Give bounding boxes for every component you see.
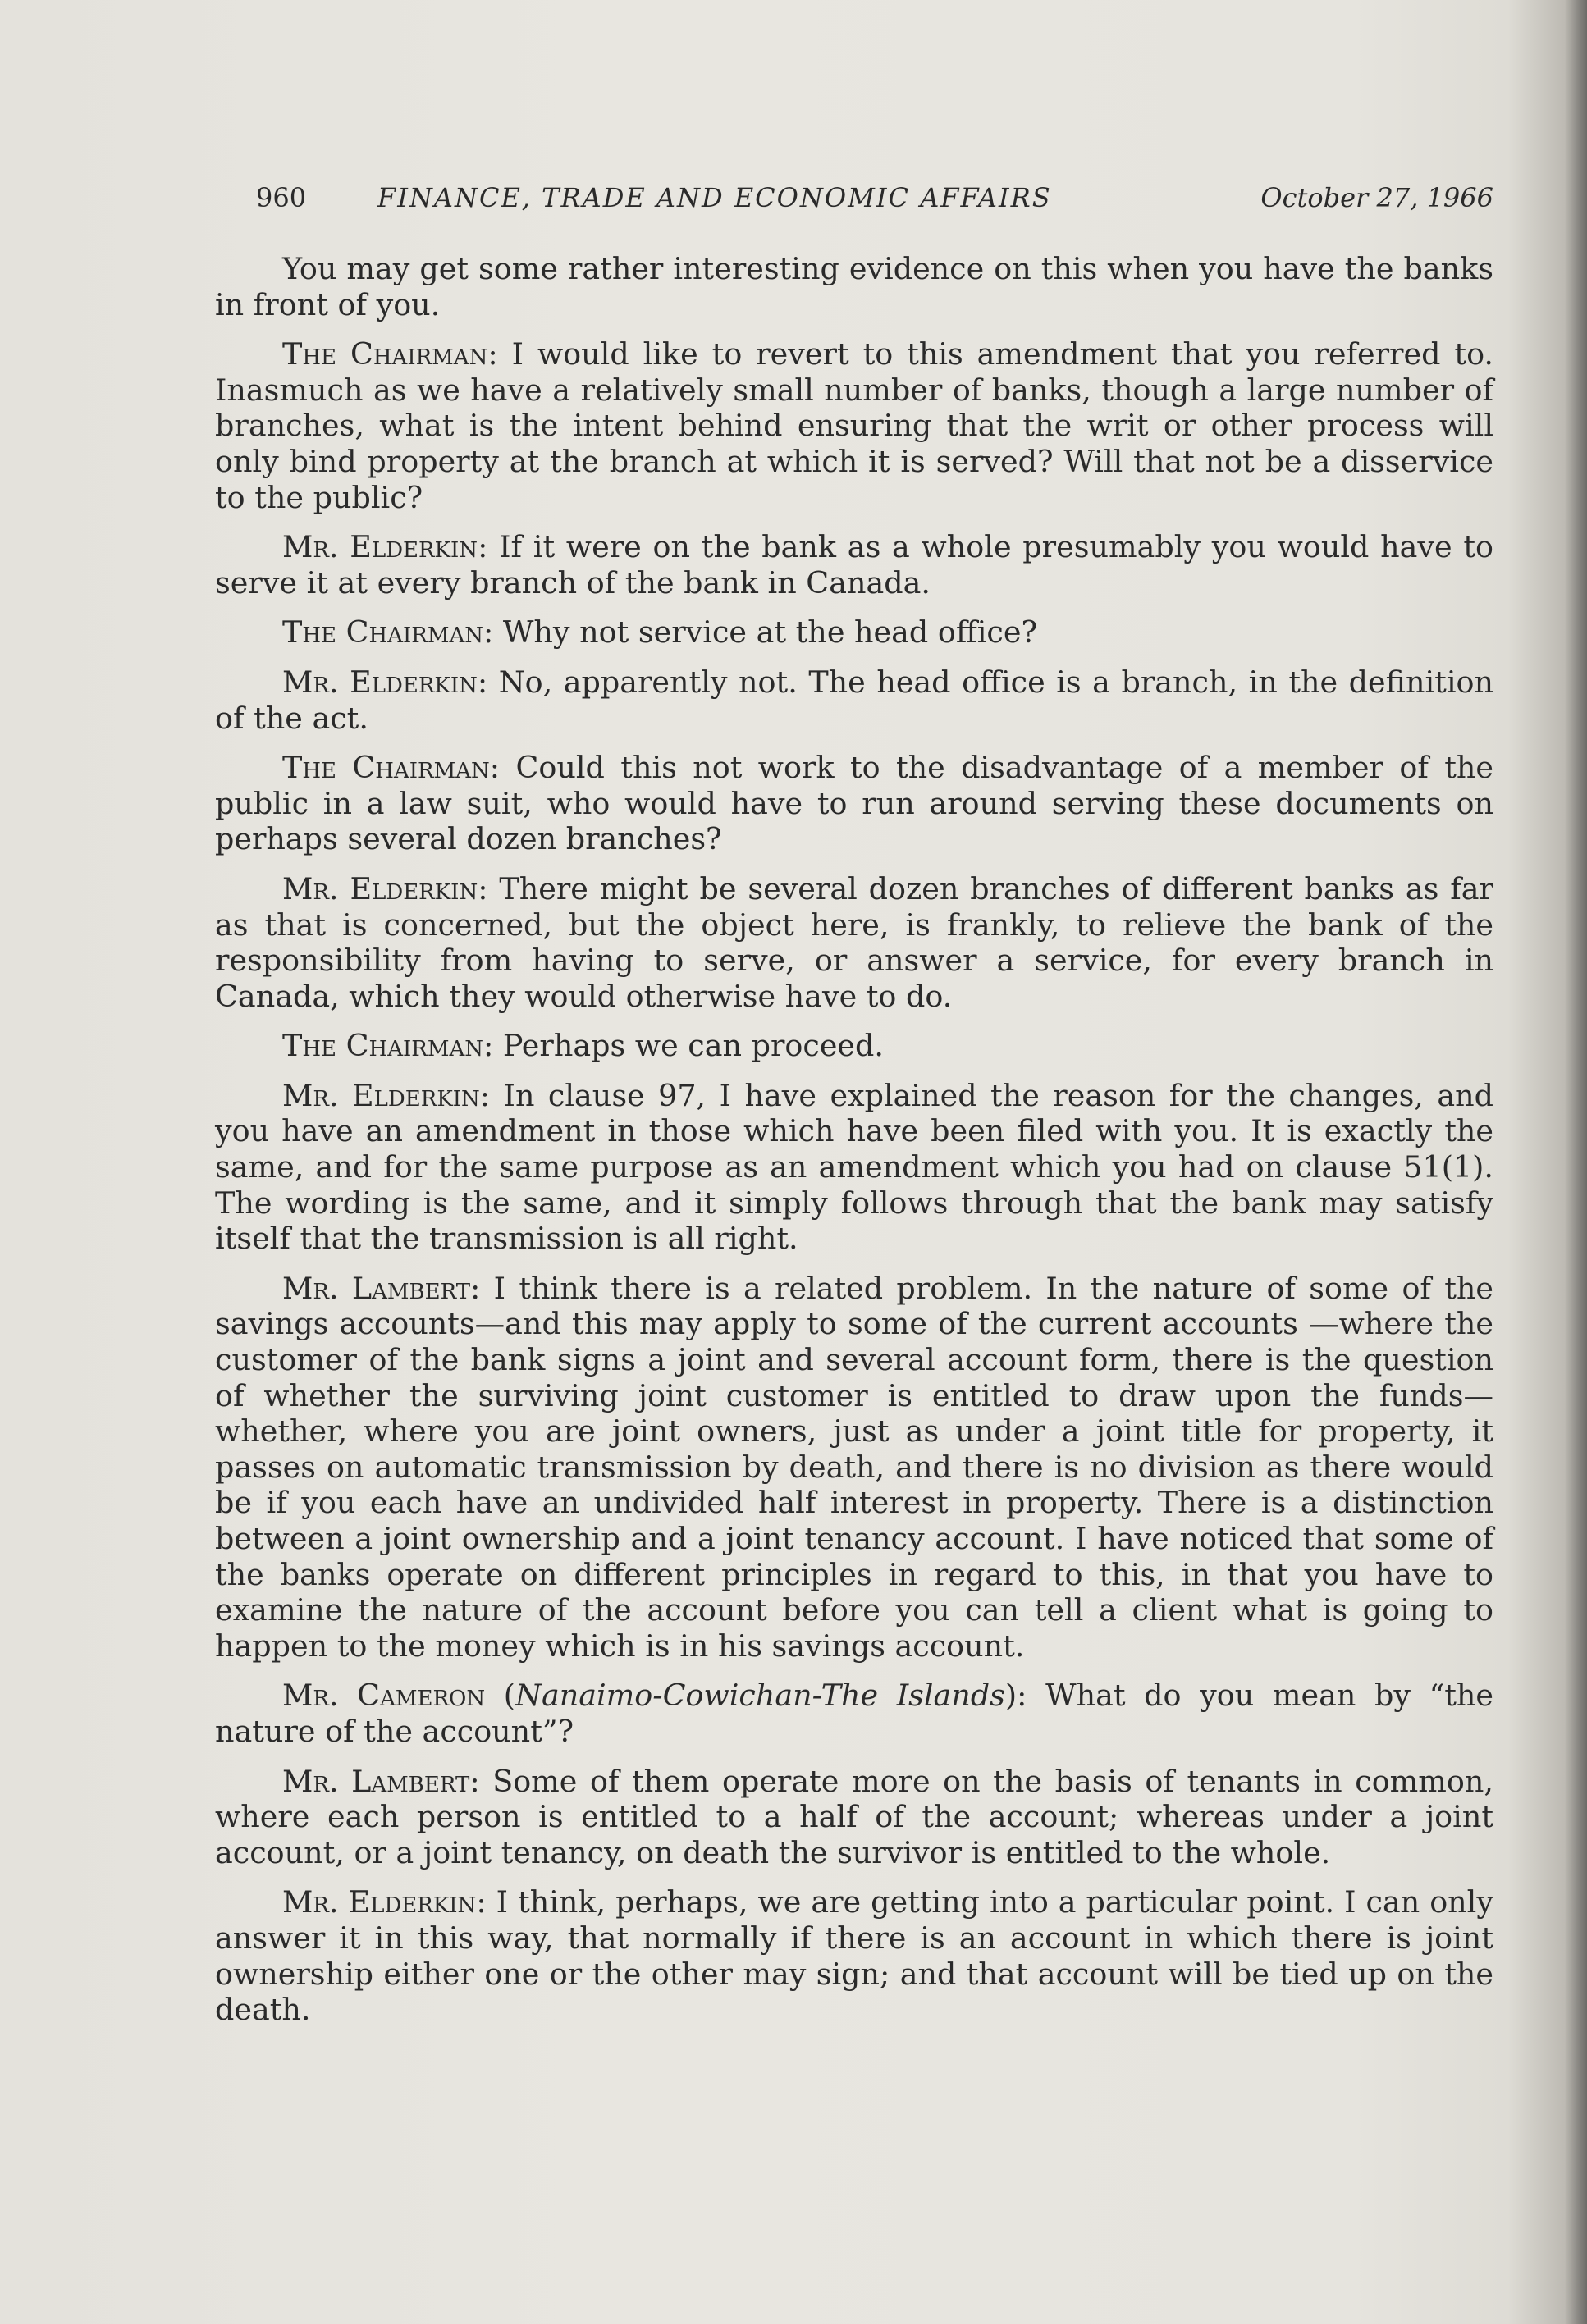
paragraph-text: If it were on the bank as a whole presumably you would have to serve it at every branch of the bank in Canada. xyxy=(215,529,1493,600)
speaker-name: The Chairman xyxy=(282,614,483,651)
paragraph-text: There might be several dozen branches of different banks as far as that is concerned, but the object here, is frankly, to relieve the bank of the responsibility from having to serve, or answer a service, for every branch in Canada, which they would otherwise have to do. xyxy=(215,870,1493,1014)
paragraph-text: No, apparently not. The head office is a branch, in the definition of the act. xyxy=(215,664,1493,736)
speaker-name: Mr. Lambert xyxy=(282,1763,470,1799)
paragraph-text: Some of them operate more on the basis of tenants in common, where each person is entitled to a half of the account; whereas under a joint account, or a joint tenancy, on death the survivor is entitled to the whole. xyxy=(215,1763,1493,1870)
speaker-name: Mr. Elderkin xyxy=(282,529,478,565)
paragraph: Mr. Elderkin: No, apparently not. The head office is a branch, in the definition of the act. xyxy=(215,664,1493,736)
speaker-name: Mr. Elderkin xyxy=(282,1884,477,1920)
paragraph: Mr. Elderkin: There might be several dozen branches of different banks as far as that is concerned, but the object here, is frankly, to relieve the bank of the responsibility from having to serve, or answer a service, for every branch in Canada, which they would otherwise have to do. xyxy=(215,870,1493,1014)
speaker-constituency: Nanaimo-Cowichan-The Islands xyxy=(515,1678,1005,1714)
header-date: October 27, 1966 xyxy=(1260,182,1493,213)
paragraph: Mr. Elderkin: I think, perhaps, we are getting into a particular point. I can only answer it in this way, that normally if there is an account in which there is joint ownership either one or the other may sign; and that account will be tied up on the death. xyxy=(215,1884,1493,2028)
transcript-body xyxy=(215,251,1493,2042)
speaker-name: Mr. Elderkin xyxy=(282,870,478,906)
paragraph: Mr. Lambert: Some of them operate more on the basis of tenants in common, where each person is entitled to a half of the account; whereas under a joint account, or a joint tenancy, on death the survivor is entitled to the whole. xyxy=(215,1763,1493,1870)
paragraph: Mr. Elderkin: If it were on the bank as a whole presumably you would have to serve it at every branch of the bank in Canada. xyxy=(215,529,1493,600)
page-number: 960 xyxy=(256,182,307,213)
paragraph-text: What do you mean by “the nature of the account”? xyxy=(215,1678,1494,1749)
speaker-name: The Chairman xyxy=(282,336,488,372)
speaker-name: The Chairman xyxy=(282,1028,483,1064)
paragraph xyxy=(215,251,1493,322)
speaker-name: Mr. Elderkin xyxy=(282,1077,480,1113)
speaker-name: Mr. Elderkin xyxy=(282,664,478,700)
speaker-name: Mr. Lambert xyxy=(282,1270,471,1306)
paragraph-text: In clause 97, I have explained the reason for the changes, and you have an amendment in those which have been filed with you. It is exactly the same, and for the same purpose as an amendment which you had on clause 51(1). The wording is the same, and it simply follows through that the bank may satisfy itself that the transmission is all right. xyxy=(215,1077,1493,1257)
paragraph: Mr. Cameron (Nanaimo-Cowichan-The Islands): What do you mean by “the nature of the account”? xyxy=(215,1678,1494,1749)
running-header xyxy=(256,177,1493,218)
paragraph: The Chairman: I would like to revert to this amendment that you referred to. Inasmuch as we have a relatively small number of banks, though a large number of branches, what is the intent behind ensuring that the writ or other process will only bind property at the branch at which it is served? Will that not be a disservice to the public? xyxy=(215,336,1494,515)
paragraph-text: I think, perhaps, we are getting into a particular point. I can only answer it in this way, that normally if there is an account in which there is joint ownership either one or the other may sign; and that account will be tied up on the death. xyxy=(215,1884,1493,2028)
paragraph: Mr. Lambert: I think there is a related problem. In the nature of some of the savings accounts—and this may apply to some of the current accounts —where the customer of the bank signs a joint and several account form, there is the question of whether the surviving joint customer is entitled to draw upon the funds—whether, where you are joint owners, just as under a joint title for property, it passes on automatic transmission by death, and there is no division as there would be if you each have an undivided half interest in property. There is a distinction between a joint ownership and a joint tenancy account. I have noticed that some of the banks operate on different principles in regard to this, in that you have to examine the nature of the account before you can tell a client what is going to happen to the money which is in his savings account. xyxy=(215,1270,1494,1664)
paragraph: The Chairman: Perhaps we can proceed. xyxy=(282,1028,884,1064)
paragraph-text: Perhaps we can proceed. xyxy=(502,1028,884,1064)
paragraph: The Chairman: Why not service at the head office? xyxy=(282,614,1038,651)
paragraph-text: Why not service at the head office? xyxy=(502,614,1038,651)
paragraph: The Chairman: Could this not work to the disadvantage of a member of the public in a law suit, who would have to run around serving these documents on perhaps several dozen branches? xyxy=(215,750,1493,857)
header-title: FINANCE, TRADE AND ECONOMIC AFFAIRS xyxy=(377,182,1052,213)
paragraph-text: I would like to revert to this amendment that you referred to. Inasmuch as we have a relatively small number of banks, though a large number of branches, what is the intent behind ensuring that the writ or other process will only bind property at the branch at which it is served? Will that not be a disservice to the public? xyxy=(215,336,1494,515)
speaker-name: Mr. Cameron xyxy=(282,1678,486,1714)
paragraph-text: Could this not work to the disadvantage of a member of the public in a law suit, who would have to run around serving these documents on perhaps several dozen branches? xyxy=(215,750,1493,857)
speaker-name: The Chairman xyxy=(282,750,490,786)
paragraph: Mr. Elderkin: In clause 97, I have explained the reason for the changes, and you have an amendment in those which have been filed with you. It is exactly the same, and for the same purpose as an amendment which you had on clause 51(1). The wording is the same, and it simply follows through that the bank may satisfy itself that the transmission is all right. xyxy=(215,1077,1493,1257)
paragraph-text: I think there is a related problem. In the nature of some of the savings accounts—and this may apply to some of the current accounts —where the customer of the bank signs a joint and several account form, there is the question of whether the surviving joint customer is entitled to draw upon the funds—whether, where you are joint owners, just as under a joint title for property, it passes on automatic transmission by death, and there is no division as there would be if you each have an undivided half interest in property. There is a distinction between a joint ownership and a joint tenancy account. I have noticed that some of the banks operate on different principles in regard to this, in that you have to examine the nature of the account before you can tell a client what is going to happen to the money which is in his savings account. xyxy=(215,1270,1494,1664)
paragraph-text: You may get some rather interesting evidence on this when you have the banks in front of you. xyxy=(215,251,1493,322)
